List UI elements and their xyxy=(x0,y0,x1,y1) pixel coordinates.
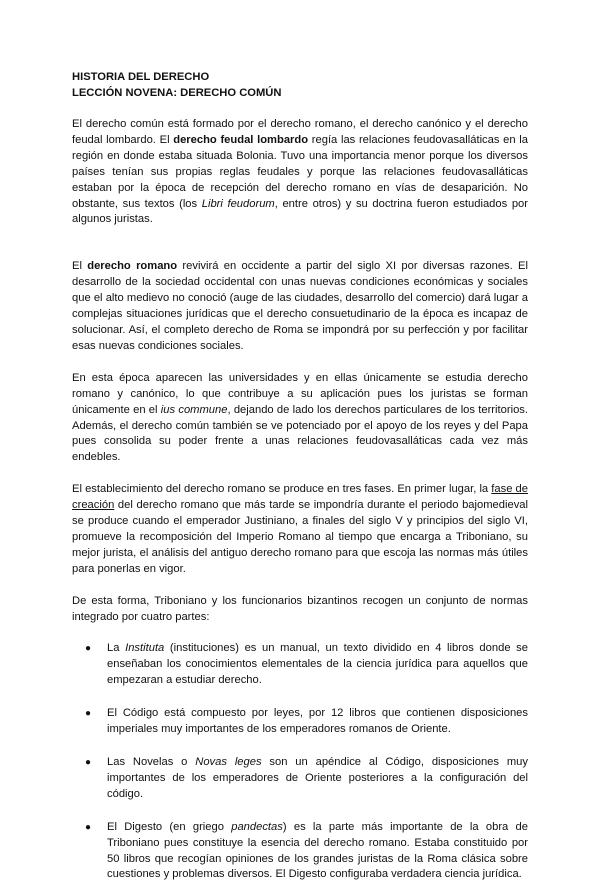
paragraph-text: El derecho común está formado por el derecho romano, el derecho canónico y el derecho feudal lombardo. El xyxy=(72,118,528,146)
list-item-codigo xyxy=(72,706,528,738)
paragraph-universidades xyxy=(72,371,528,466)
lesson-title: LECCIÓN NOVENA: DERECHO COMÚN xyxy=(72,86,282,99)
paragraph-text: , dejando de lado los derechos particulares de los territorios. Además, el derecho común también se ve potenciado por el apoyo de los reyes y del Papa pues consolida su poder frente a unas relaciones feudovasalláticas cada vez más endebles. xyxy=(72,403,528,464)
paragraph-text: regía las relaciones feudovasalláticas en la región en donde estaba situada Bolonia. Tuvo una importancia menor porque los diversos países tenían sus propias reglas feudales y porque las relaciones feudovasalláticas estaban por la época de recepción del derecho romano en vías de desaparición. No obstante, sus textos (los xyxy=(72,133,528,210)
list-item-digesto xyxy=(72,820,528,883)
list-item-instituta xyxy=(72,641,528,689)
paragraph-derecho-feudal xyxy=(72,117,528,228)
italic-term-libri-feudorum: Libri feudorum xyxy=(201,197,275,210)
paragraph-triboniano: De esta forma, Triboniano y los funcionarios bizantinos recogen un conjunto de normas integrado por cuatro partes: xyxy=(72,594,528,623)
paragraph-text: El xyxy=(72,260,88,273)
paragraph-text: El establecimiento del derecho romano se produce en tres fases. En primer lugar, la xyxy=(72,483,492,496)
bullet-list xyxy=(72,641,528,883)
bold-term-derecho-feudal-lombardo: derecho feudal lombardo xyxy=(173,133,309,146)
italic-term-instituta: Instituta xyxy=(125,642,165,655)
document-content xyxy=(72,70,528,883)
paragraph-text: En esta época aparecen las universidades y en ellas únicamente se estudia derecho romano y canónico, lo que contribuye a su aplicación pues los juristas se forman únicamente en el xyxy=(72,371,528,416)
italic-term-ius-commune: ius commune xyxy=(160,403,228,416)
bold-term-derecho-romano: derecho romano xyxy=(87,260,178,273)
paragraph-fases xyxy=(72,482,528,577)
paragraph-text: , entre otros) y su doctrina fueron estudiados por algunos juristas. xyxy=(72,197,528,226)
list-item-text: son un apéndice al Código, disposiciones muy importantes de los emperadores de Oriente posteriores a la configuración del código. xyxy=(107,756,528,800)
list-item-text: El Digesto (en griego xyxy=(107,820,232,833)
list-item-text: ) es la parte más importante de la obra de Triboniano pues constituye la esencia del derecho romano. Estaba constituido por 50 libros que recogían opiniones de los grandes juristas de la Roma clásica sobre cuestiones y problemas diversos. El Digesto configuraba verdadera ciencia jurídica. xyxy=(107,820,528,881)
italic-term-novas-leges: Novas leges xyxy=(195,756,262,768)
paragraph-derecho-romano xyxy=(72,259,528,354)
bullet-icon: ● xyxy=(85,708,92,720)
list-item-text: (instituciones) es un manual, un texto dividido en 4 libros donde se enseñaban los conocimientos elementales de la ciencia jurídica para aquellos que empezaran a estudiar derecho. xyxy=(107,642,528,687)
list-item-text: La xyxy=(107,642,126,655)
underlined-term-fase-de-creacion: fase de creación xyxy=(72,483,528,512)
paragraph-text: revivirá en occidente a partir del siglo XI por diversas razones. El desarrollo de la sociedad occidental con unas nuevas condiciones económicas y sociales que el alto medievo no conoció (auge de las ciudades, desarrollo del comercio) dará lugar a complejas situaciones jurídicas que el derecho consuetudinario de la época es incapaz de solucionar. Así, el completo derecho de Roma se impondrá por su perfección y por facilitar esas nuevas condiciones sociales. xyxy=(72,260,529,352)
bullet-icon: ● xyxy=(85,643,92,655)
bullet-icon: ● xyxy=(85,757,92,768)
document-title: HISTORIA DEL DERECHO xyxy=(72,71,210,83)
list-item-text: El Código está compuesto por leyes, por 12 libros que contienen disposiciones imperiales muy importantes de los emperadores romanos de Oriente. xyxy=(107,707,528,736)
list-item-text: Las Novelas o xyxy=(107,756,196,768)
paragraph-text: del derecho romano que más tarde se impondría durante el periodo bajomedieval se produce cuando el emperador Justiniano, a finales del siglo V y principios del siglo VI, promueve la recomposición del Imperio Romano al tiempo que encarga a Triboniano, su mejor jurista, el análisis del antiguo derecho romano para que escoja las normas más útiles para ponerlas en vigor. xyxy=(72,499,528,575)
list-item-novelas xyxy=(72,755,528,803)
bullet-icon: ● xyxy=(85,821,92,833)
italic-term-pandectas: pandectas xyxy=(231,820,283,833)
